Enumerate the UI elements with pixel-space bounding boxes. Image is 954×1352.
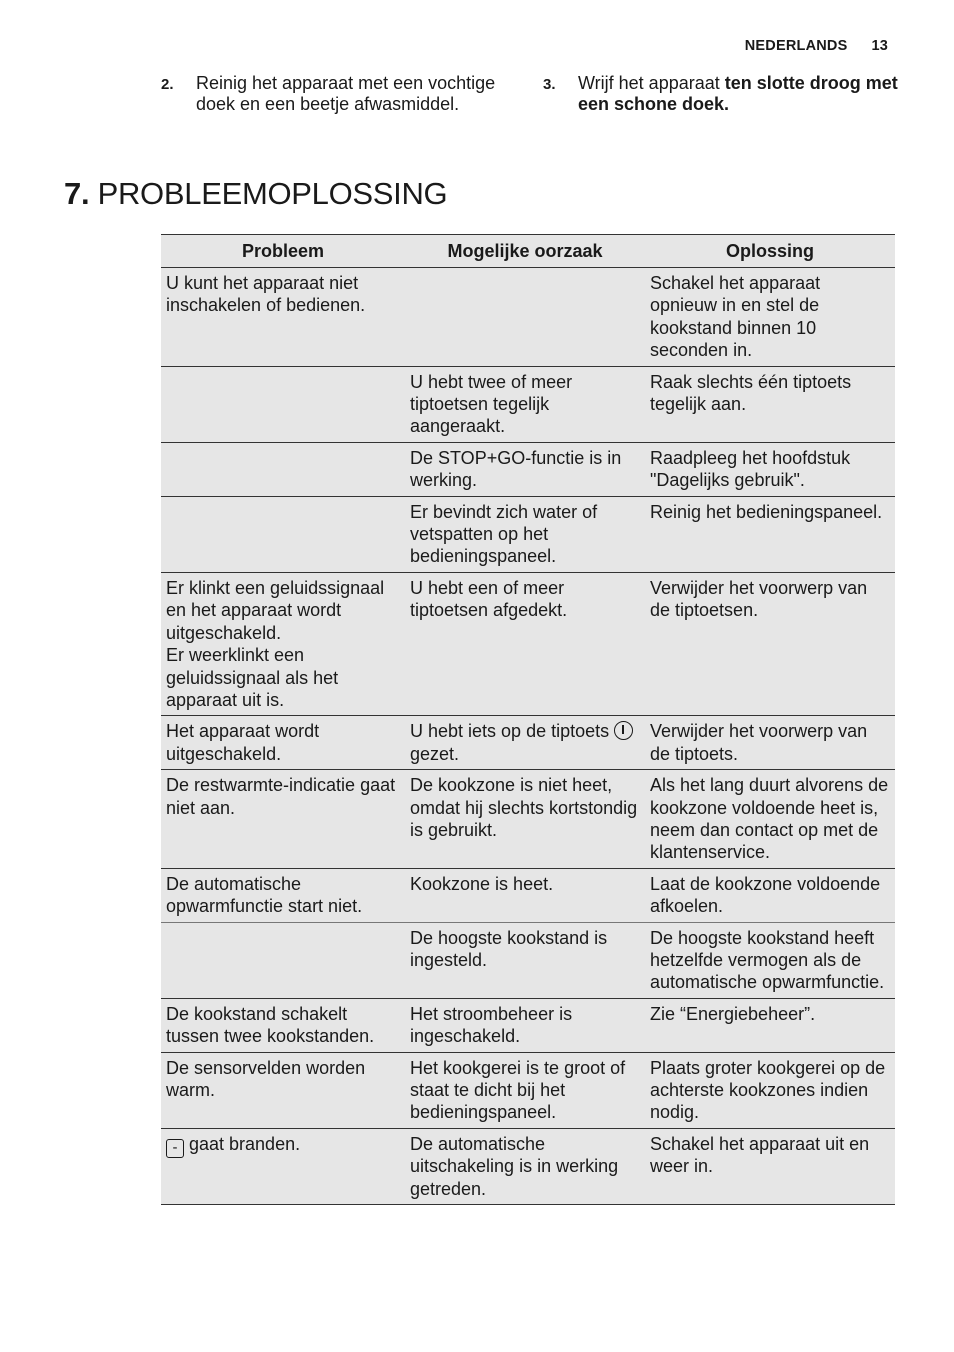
- cause-cell: De STOP+GO-functie is in werking.: [405, 442, 645, 496]
- header-cause: Mogelijke oorzaak: [405, 235, 645, 268]
- step-number: 2.: [161, 76, 174, 93]
- cause-cell: Er bevindt zich water of vetspatten op het bedieningspaneel.: [405, 496, 645, 572]
- problem-cell: [161, 1128, 405, 1204]
- solution-cell: Laat de kookzone voldoende afkoelen.: [645, 868, 895, 922]
- problem-cell: De sensorvelden worden warm.: [161, 1052, 405, 1128]
- problem-cell: [161, 572, 405, 715]
- cause-cell: U hebt een of meer tiptoetsen afgedekt.: [405, 572, 645, 715]
- table-row: [161, 998, 895, 1052]
- table-row: [161, 366, 895, 442]
- cause-text: U hebt iets op de tiptoets: [410, 721, 610, 742]
- table-header-row: [161, 235, 895, 268]
- table-row: [161, 922, 895, 998]
- solution-cell: Raadpleeg het hoofdstuk "Dagelijks gebruik".: [645, 442, 895, 496]
- problem-cell: De kookstand schakelt tussen twee kookstanden.: [161, 998, 405, 1052]
- cause-cell: U hebt twee of meer tiptoetsen tegelijk aangeraakt.: [405, 366, 645, 442]
- cause-cell: Het kookgerei is te groot of staat te dicht bij het bedieningspaneel.: [405, 1052, 645, 1128]
- cause-cell: Het stroombeheer is ingeschakeld.: [405, 998, 645, 1052]
- solution-cell: Plaats groter kookgerei op de achterste kookzones indien nodig.: [645, 1052, 895, 1128]
- solution-cell: Verwijder het voorwerp van de tiptoetsen.: [645, 572, 895, 715]
- header-solution: Oplossing: [645, 235, 895, 268]
- step-text: [578, 73, 903, 115]
- table-row: [161, 716, 895, 770]
- solution-cell: Zie “Energiebeheer”.: [645, 998, 895, 1052]
- problem-cell: De automatische opwarmfunctie start niet.: [161, 868, 405, 922]
- problem-cell: U kunt het apparaat niet inschakelen of bedienen.: [161, 268, 405, 367]
- table-row: [161, 496, 895, 572]
- solution-cell: Reinig het bedieningspaneel.: [645, 496, 895, 572]
- cause-cell: De hoogste kookstand is ingesteld.: [405, 922, 645, 998]
- problem-text: Er klinkt een geluidssignaal en het apparaat wordt uitgeschakeld.: [166, 577, 385, 643]
- power-icon: [614, 721, 633, 740]
- problem-cell: [161, 496, 405, 572]
- step-text-bold: ten slotte droog met een schone doek.: [578, 73, 898, 114]
- table-row: [161, 442, 895, 496]
- step-text-plain: Wrijf het apparaat: [578, 73, 725, 93]
- table-row: [161, 1052, 895, 1128]
- solution-cell: Raak slechts één tiptoets tegelijk aan.: [645, 366, 895, 442]
- page-header: [745, 38, 888, 54]
- section-title: [64, 176, 447, 212]
- cause-cell: De automatische uitschakeling is in werking getreden.: [405, 1128, 645, 1204]
- page-number: 13: [871, 38, 888, 54]
- problem-extra-text: Er weerklinkt een geluidssignaal als het apparaat uit is.: [166, 645, 339, 710]
- solution-cell: Schakel het apparaat opnieuw in en stel de kookstand binnen 10 seconden in.: [645, 268, 895, 367]
- table-row: [161, 572, 895, 715]
- solution-cell: Schakel het apparaat uit en weer in.: [645, 1128, 895, 1204]
- cause-text-end: gezet.: [410, 743, 460, 764]
- section-title-text: PROBLEEMOPLOSSING: [97, 176, 448, 211]
- step-text: Reinig het apparaat met een vochtige doek en een beetje afwasmiddel.: [196, 73, 496, 114]
- cause-cell: [405, 716, 645, 770]
- cause-cell: De kookzone is niet heet, omdat hij slechts kortstondig is gebruikt.: [405, 770, 645, 869]
- solution-cell: Verwijder het voorwerp van de tiptoets.: [645, 716, 895, 770]
- step-number: 3.: [543, 76, 556, 93]
- header-language: NEDERLANDS: [744, 38, 848, 54]
- solution-cell: Als het lang duurt alvorens de kookzone voldoende heet is, neem dan contact op met de klantenservice.: [645, 770, 895, 869]
- header-problem: Probleem: [161, 235, 405, 268]
- troubleshooting-table: [161, 234, 895, 1205]
- cleaning-step-3: [543, 73, 903, 115]
- problem-text: gaat branden.: [189, 1133, 301, 1154]
- cleaning-step-2: [161, 73, 521, 115]
- problem-cell: De restwarmte-indicatie gaat niet aan.: [161, 770, 405, 869]
- cause-cell: Kookzone is heet.: [405, 868, 645, 922]
- problem-cell: [161, 922, 405, 998]
- problem-cell: [161, 442, 405, 496]
- problem-cell: Het apparaat wordt uitgeschakeld.: [161, 716, 405, 770]
- solution-cell: De hoogste kookstand heeft hetzelfde vermogen als de automatische opwarmfunctie.: [645, 922, 895, 998]
- table-row: [161, 1128, 895, 1204]
- cause-cell: [405, 268, 645, 367]
- dash-display-icon: -: [166, 1139, 184, 1158]
- section-number: 7.: [64, 176, 90, 211]
- table-row: [161, 770, 895, 869]
- table-row: [161, 868, 895, 922]
- table-row: [161, 268, 895, 367]
- problem-cell: [161, 366, 405, 442]
